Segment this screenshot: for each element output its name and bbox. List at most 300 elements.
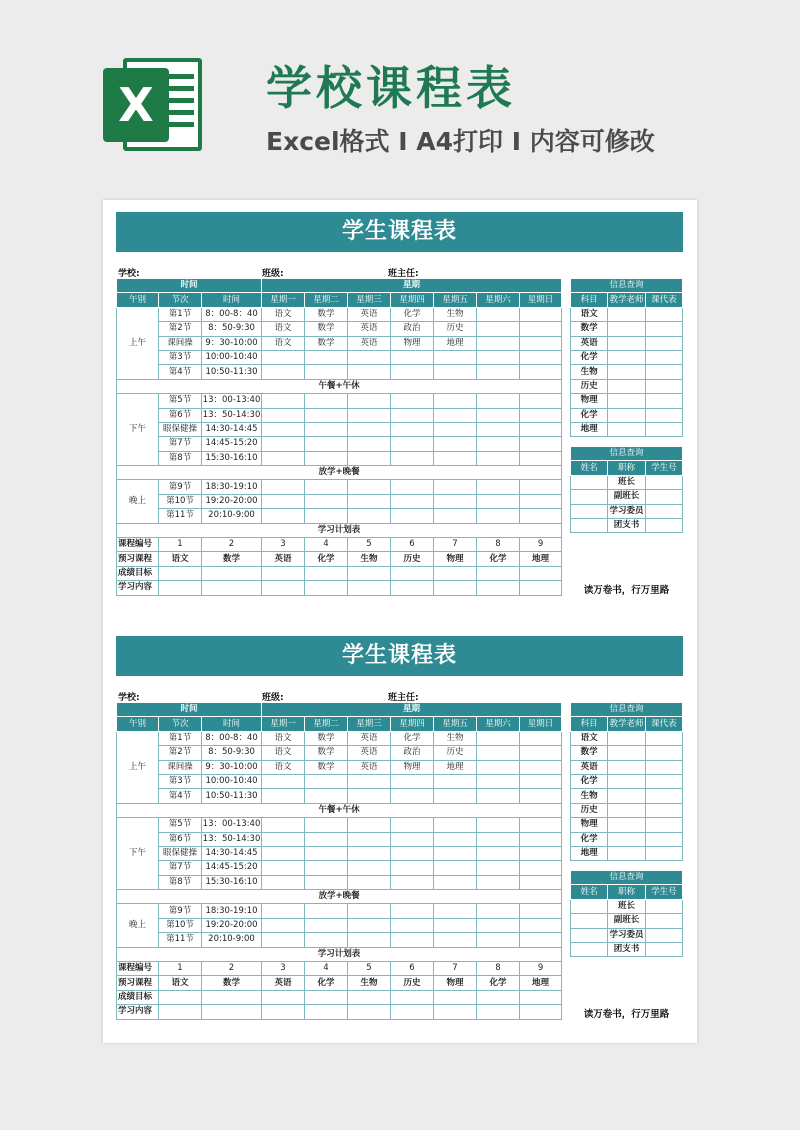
plan-cell [434, 990, 477, 1004]
period-cell: 第7节 [159, 437, 202, 451]
plan-row-label: 预习课程 [117, 976, 159, 990]
period-cell: 第5节 [159, 394, 202, 408]
course-cell [477, 422, 520, 436]
rep-cell [645, 832, 682, 846]
name-cell [571, 475, 608, 489]
subject-cell: 化学 [571, 774, 608, 788]
plan-row-label: 预习课程 [117, 552, 159, 566]
name-cell [571, 504, 608, 518]
plan-number: 6 [391, 538, 434, 552]
plan-cell [391, 566, 434, 580]
course-cell [262, 408, 305, 422]
course-cell [477, 760, 520, 774]
plan-course-row [117, 976, 562, 990]
schedule-table [116, 702, 562, 1020]
course-cell [305, 818, 348, 832]
course-cell [262, 818, 305, 832]
course-cell: 语文 [262, 336, 305, 350]
column-header-row [117, 293, 562, 307]
plan-row-label: 学习内容 [117, 581, 159, 595]
school-label: 学校: [118, 269, 140, 279]
roles-title-row [571, 871, 683, 885]
roles-header-row [571, 885, 683, 899]
plan-course: 英语 [262, 976, 305, 990]
plan-number-row [117, 538, 562, 552]
course-cell [262, 789, 305, 803]
info-row [571, 336, 683, 350]
plan-cell [262, 581, 305, 595]
course-cell [477, 861, 520, 875]
plan-course: 数学 [202, 552, 262, 566]
motto-text: 读万卷书，行万里路 [583, 585, 670, 596]
roles-row [571, 518, 683, 532]
course-cell [305, 408, 348, 422]
plan-number: 5 [348, 538, 391, 552]
plan-empty-row [117, 566, 562, 580]
course-cell [305, 451, 348, 465]
info-title: 信息查询 [571, 703, 683, 717]
rep-cell [645, 394, 682, 408]
header-row [117, 703, 562, 717]
info-header: 课代表 [645, 293, 682, 307]
info-title-row [571, 703, 683, 717]
column-header: 星期一 [262, 293, 305, 307]
rep-cell [645, 731, 682, 745]
course-cell [434, 437, 477, 451]
course-cell [477, 509, 520, 523]
course-cell: 语文 [262, 746, 305, 760]
info-row [571, 422, 683, 436]
motto-text: 读万卷书，行万里路 [583, 1009, 670, 1020]
plan-cell [159, 1005, 202, 1019]
name-cell [571, 899, 608, 913]
course-cell [391, 451, 434, 465]
roles-header-row [571, 461, 683, 475]
course-cell [262, 861, 305, 875]
course-cell [305, 789, 348, 803]
course-cell [520, 846, 562, 860]
time-cell: 13：00-13:40 [202, 394, 262, 408]
rep-cell [645, 846, 682, 860]
plan-number: 8 [477, 538, 520, 552]
course-cell [434, 818, 477, 832]
plan-cell [159, 566, 202, 580]
course-cell: 英语 [348, 731, 391, 745]
course-cell: 生物 [434, 731, 477, 745]
subject-cell: 英语 [571, 760, 608, 774]
table-row [117, 480, 562, 494]
course-cell [434, 933, 477, 947]
schedule-table [116, 278, 562, 596]
course-cell [520, 365, 562, 379]
info-row [571, 307, 683, 321]
plan-course-row [117, 552, 562, 566]
info-header: 科目 [571, 293, 608, 307]
plan-course: 化学 [477, 976, 520, 990]
column-header: 星期六 [477, 293, 520, 307]
course-cell [520, 731, 562, 745]
course-cell [391, 875, 434, 889]
period-cell: 第9节 [159, 904, 202, 918]
course-cell [520, 437, 562, 451]
course-cell [262, 933, 305, 947]
teacher-cell [608, 336, 645, 350]
course-cell [391, 350, 434, 364]
course-cell [348, 875, 391, 889]
course-cell [520, 408, 562, 422]
plan-number: 5 [348, 962, 391, 976]
course-cell [348, 451, 391, 465]
period-cell: 第8节 [159, 451, 202, 465]
column-header: 午别 [117, 293, 159, 307]
plan-number: 9 [520, 962, 562, 976]
teacher-cell [608, 746, 645, 760]
plan-cell [159, 581, 202, 595]
rep-cell [645, 336, 682, 350]
role-cell: 学习委员 [608, 928, 645, 942]
course-cell [477, 437, 520, 451]
subject-cell: 生物 [571, 789, 608, 803]
plan-cell [348, 1005, 391, 1019]
course-cell [391, 846, 434, 860]
course-cell [305, 365, 348, 379]
plan-cell [391, 1005, 434, 1019]
roles-header: 学生号 [645, 461, 682, 475]
table-row [117, 394, 562, 408]
plan-row-label: 课程编号 [117, 538, 159, 552]
plan-empty-row [117, 990, 562, 1004]
page-title: 学校课程表 [266, 61, 516, 115]
roles-title-row [571, 447, 683, 461]
course-cell [434, 918, 477, 932]
plan-cell [391, 581, 434, 595]
subject-cell: 数学 [571, 746, 608, 760]
course-cell: 化学 [391, 731, 434, 745]
rep-cell [645, 746, 682, 760]
course-cell: 化学 [391, 307, 434, 321]
plan-cell [202, 581, 262, 595]
course-cell [477, 832, 520, 846]
plan-number: 8 [477, 962, 520, 976]
time-cell: 15:30-16:10 [202, 875, 262, 889]
subject-cell: 物理 [571, 818, 608, 832]
course-cell [434, 846, 477, 860]
info-table [570, 278, 683, 437]
subject-cell: 物理 [571, 394, 608, 408]
table-row [117, 875, 562, 889]
table-row [117, 746, 562, 760]
plan-cell [434, 1005, 477, 1019]
time-cell: 10:50-11:30 [202, 365, 262, 379]
teacher-cell [608, 422, 645, 436]
course-cell: 数学 [305, 760, 348, 774]
period-cell: 第8节 [159, 875, 202, 889]
time-cell: 10:00-10:40 [202, 774, 262, 788]
plan-cell [305, 1005, 348, 1019]
course-cell [348, 422, 391, 436]
plan-cell [262, 990, 305, 1004]
teacher-label: 班主任: [388, 693, 419, 703]
course-cell [520, 451, 562, 465]
class-label: 班级: [262, 693, 284, 703]
course-cell [305, 480, 348, 494]
plan-row-label: 成绩目标 [117, 566, 159, 580]
plan-number: 6 [391, 962, 434, 976]
period-cell: 第5节 [159, 818, 202, 832]
course-cell [348, 818, 391, 832]
info-header: 科目 [571, 717, 608, 731]
week-header: 星期 [262, 703, 562, 717]
time-cell: 14:30-14:45 [202, 422, 262, 436]
rep-cell [645, 322, 682, 336]
plan-course: 语文 [159, 552, 202, 566]
course-cell: 语文 [262, 322, 305, 336]
page-subtitle: Excel格式 I A4打印 I 内容可修改 [266, 127, 655, 156]
course-cell [520, 307, 562, 321]
table-row [117, 731, 562, 745]
time-cell: 15:30-16:10 [202, 451, 262, 465]
table-row [117, 422, 562, 436]
column-header: 星期二 [305, 717, 348, 731]
roles-row [571, 914, 683, 928]
roles-header: 职称 [608, 461, 645, 475]
rep-cell [645, 760, 682, 774]
column-header: 星期四 [391, 293, 434, 307]
subject-cell: 语文 [571, 731, 608, 745]
teacher-cell [608, 731, 645, 745]
break-label: 午餐+午休 [117, 803, 562, 817]
rep-cell [645, 350, 682, 364]
table-row [117, 774, 562, 788]
school-label: 学校: [118, 693, 140, 703]
course-cell [434, 789, 477, 803]
subject-cell: 英语 [571, 336, 608, 350]
info-title-row [571, 279, 683, 293]
course-cell [520, 933, 562, 947]
name-cell [571, 914, 608, 928]
course-cell: 语文 [262, 731, 305, 745]
roles-table [570, 446, 683, 533]
period-cell: 第11节 [159, 933, 202, 947]
course-cell [434, 422, 477, 436]
table-row [117, 760, 562, 774]
plan-number: 2 [202, 962, 262, 976]
info-row [571, 760, 683, 774]
info-row [571, 803, 683, 817]
course-cell [305, 350, 348, 364]
course-cell: 政治 [391, 746, 434, 760]
course-cell [477, 904, 520, 918]
course-cell [348, 494, 391, 508]
plan-cell [348, 990, 391, 1004]
course-cell [305, 846, 348, 860]
course-cell [305, 774, 348, 788]
course-cell [434, 875, 477, 889]
info-row [571, 832, 683, 846]
plan-title: 学习计划表 [117, 947, 562, 961]
course-cell [305, 861, 348, 875]
table-row [117, 322, 562, 336]
time-cell: 13：50-14:30 [202, 832, 262, 846]
course-cell [477, 365, 520, 379]
role-cell: 副班长 [608, 490, 645, 504]
time-cell: 13：50-14:30 [202, 408, 262, 422]
plan-cell [434, 581, 477, 595]
plan-empty-row [117, 1005, 562, 1019]
header-row [117, 279, 562, 293]
info-row [571, 731, 683, 745]
period-cell: 第4节 [159, 789, 202, 803]
rep-cell [645, 774, 682, 788]
info-row [571, 350, 683, 364]
period-cell: 第11节 [159, 509, 202, 523]
subject-cell: 历史 [571, 379, 608, 393]
info-header: 课代表 [645, 717, 682, 731]
course-cell [262, 394, 305, 408]
course-cell [262, 494, 305, 508]
course-cell: 语文 [262, 760, 305, 774]
course-cell [477, 918, 520, 932]
course-cell [477, 408, 520, 422]
course-cell [477, 933, 520, 947]
plan-cell [202, 990, 262, 1004]
course-cell: 数学 [305, 731, 348, 745]
plan-row-label: 学习内容 [117, 1005, 159, 1019]
time-cell: 19:20-20:00 [202, 918, 262, 932]
course-cell [477, 818, 520, 832]
plan-number: 2 [202, 538, 262, 552]
plan-title-row [117, 947, 562, 961]
plan-course: 化学 [477, 552, 520, 566]
plan-course: 英语 [262, 552, 305, 566]
course-cell [305, 509, 348, 523]
plan-course: 地理 [520, 976, 562, 990]
info-row [571, 746, 683, 760]
period-cell: 第10节 [159, 494, 202, 508]
time-header: 时间 [117, 279, 262, 293]
session-label: 上午 [117, 307, 159, 379]
plan-cell [159, 990, 202, 1004]
table-row [117, 307, 562, 321]
plan-cell [520, 566, 562, 580]
column-header: 星期三 [348, 717, 391, 731]
course-cell [348, 394, 391, 408]
period-cell: 第10节 [159, 918, 202, 932]
course-cell [305, 422, 348, 436]
course-cell [477, 350, 520, 364]
info-row [571, 818, 683, 832]
course-cell [348, 774, 391, 788]
plan-course: 物理 [434, 976, 477, 990]
subject-cell: 化学 [571, 832, 608, 846]
course-cell [434, 904, 477, 918]
course-cell [477, 494, 520, 508]
period-cell: 第2节 [159, 746, 202, 760]
course-cell [391, 394, 434, 408]
table-row [117, 509, 562, 523]
name-cell [571, 518, 608, 532]
course-cell [520, 875, 562, 889]
course-cell: 数学 [305, 746, 348, 760]
plan-row-label: 成绩目标 [117, 990, 159, 1004]
time-cell: 14:45-15:20 [202, 437, 262, 451]
plan-cell [520, 581, 562, 595]
name-cell [571, 490, 608, 504]
course-cell: 数学 [305, 336, 348, 350]
table-row [117, 437, 562, 451]
plan-number: 1 [159, 962, 202, 976]
course-cell [262, 451, 305, 465]
info-table [570, 702, 683, 861]
period-cell: 第1节 [159, 731, 202, 745]
name-cell [571, 928, 608, 942]
time-cell: 20:10-9:00 [202, 933, 262, 947]
course-cell: 物理 [391, 760, 434, 774]
role-cell: 团支书 [608, 942, 645, 956]
document-page [103, 200, 697, 1043]
course-cell: 英语 [348, 336, 391, 350]
course-cell [262, 918, 305, 932]
plan-cell [305, 990, 348, 1004]
plan-title-row [117, 523, 562, 537]
column-header: 星期四 [391, 717, 434, 731]
period-cell: 第3节 [159, 774, 202, 788]
course-cell [520, 422, 562, 436]
course-cell [520, 774, 562, 788]
course-cell: 语文 [262, 307, 305, 321]
break-label: 午餐+午休 [117, 379, 562, 393]
subject-cell: 地理 [571, 422, 608, 436]
course-cell [391, 904, 434, 918]
break-row [117, 803, 562, 817]
plan-cell [305, 581, 348, 595]
plan-cell [520, 1005, 562, 1019]
plan-cell [477, 581, 520, 595]
course-cell [305, 494, 348, 508]
table-row [117, 861, 562, 875]
time-cell: 8：00-8：40 [202, 307, 262, 321]
teacher-cell [608, 803, 645, 817]
table-row [117, 904, 562, 918]
teacher-label: 班主任: [388, 269, 419, 279]
teacher-cell [608, 379, 645, 393]
column-header: 节次 [159, 717, 202, 731]
course-cell [477, 774, 520, 788]
class-label: 班级: [262, 269, 284, 279]
plan-cell [202, 1005, 262, 1019]
rep-cell [645, 365, 682, 379]
course-cell [348, 480, 391, 494]
course-cell [305, 933, 348, 947]
course-cell [477, 322, 520, 336]
course-cell [348, 509, 391, 523]
role-cell: 副班长 [608, 914, 645, 928]
course-cell [434, 494, 477, 508]
column-header: 星期三 [348, 293, 391, 307]
teacher-cell [608, 846, 645, 860]
plan-course: 化学 [305, 976, 348, 990]
course-cell [520, 509, 562, 523]
plan-cell [262, 566, 305, 580]
break-row [117, 379, 562, 393]
course-cell [391, 494, 434, 508]
course-cell [434, 451, 477, 465]
plan-number: 9 [520, 538, 562, 552]
roles-row [571, 899, 683, 913]
roles-header: 姓名 [571, 885, 608, 899]
column-header: 时间 [202, 717, 262, 731]
course-cell [391, 774, 434, 788]
